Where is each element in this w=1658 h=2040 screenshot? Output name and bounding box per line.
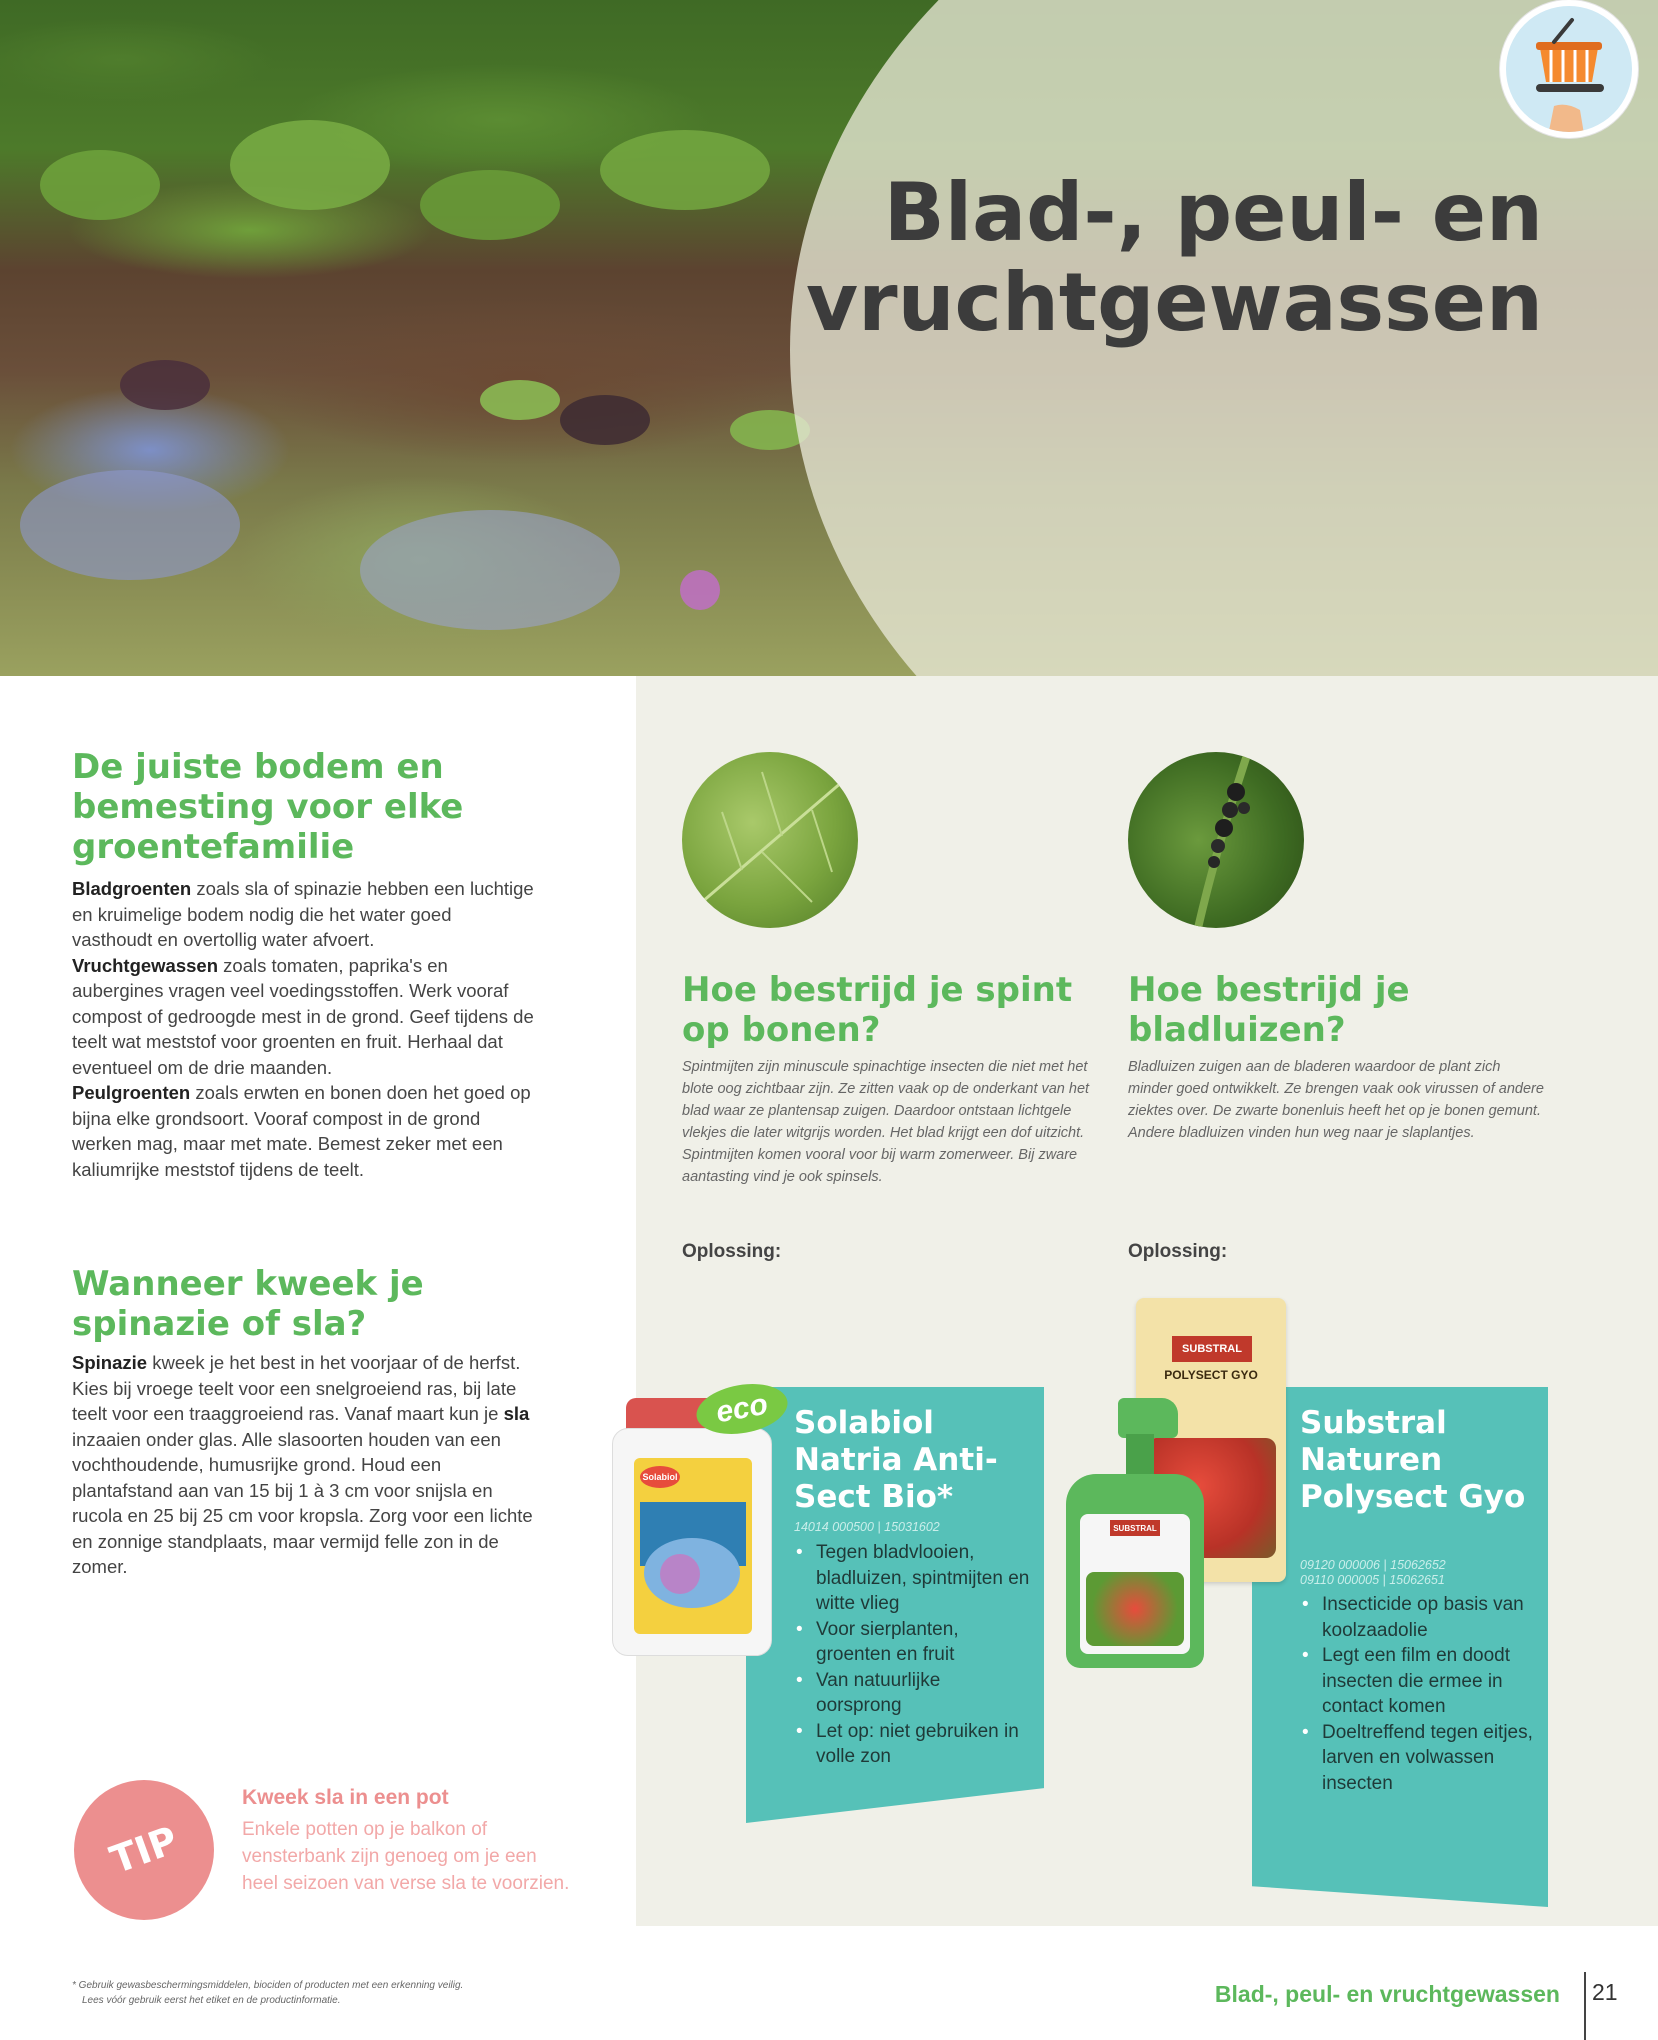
footer-divider bbox=[1584, 1972, 1586, 2040]
eco-badge: eco bbox=[693, 1377, 792, 1440]
feature-item: • Let op: niet gebruiken in volle zon bbox=[794, 1719, 1030, 1770]
aphids-heading: Hoe bestrijd je bladluizen? bbox=[1128, 970, 1410, 1050]
substral-spray-bottle bbox=[1066, 1398, 1204, 1668]
soil-body: Bladgroenten zoals sla of spinazie hebben een luchtige en kruimelige bodem nodig die het water goed vasthoudt en overtollig water afvoert. Vruchtgewassen zoals tomaten, paprika's en aubergines vragen veel voedingsstoffen. Werk vooraf compost of gedroogde mest in de grond. Geef tijdens de teelt wat meststof voor groenten en fruit. Herhaal dat eventueel om de drie maanden. Peulgroenten zoals erwten en bonen doen het goed op bijna elke grondsoort. Vooraf compost in de grond werken mag, maar met mate. Bemest zeker met een kaliumrijke meststof tijdens de teelt. bbox=[72, 878, 534, 1180]
solabiol-logo: Solabiol bbox=[640, 1466, 680, 1488]
aphids-solution-label: Oplossing: bbox=[1128, 1241, 1228, 1262]
spinach-body: Spinazie kweek je het best in het voorjaar of de herfst. Kies bij vroege teelt voor een snelgroeiend ras, bij late teelt voor een traaggroeiend ras. Vanaf maart kun je sla inzaaien onder glas. Alle slasoorten houden van een vochthoudende, humusrijke grond. Houd een plantafstand aan van 15 bij 1 à 3 cm voor snijsla en rucola en 25 bij 25 cm voor kropsla. Zorg voor een lichte en zonnige standplaats, maar vermijd felle zon in de zomer. bbox=[72, 1352, 533, 1577]
feature-item: • Tegen bladvlooien, bladluizen, spintmijten en witte vlieg bbox=[794, 1540, 1030, 1617]
tip-badge: TIP bbox=[74, 1780, 214, 1920]
page-number: 21 bbox=[1592, 1979, 1618, 2005]
feature-item: • Van natuurlijke oorsprong bbox=[794, 1668, 1030, 1719]
solabiol-bottle bbox=[612, 1398, 770, 1654]
solabiol-title: Solabiol Natria Anti-Sect Bio* bbox=[794, 1405, 998, 1515]
footnote: * Gebruik gewasbeschermingsmiddelen, biociden of producten met een erkenning veilig. Lees vóór gebruik eerst het etiket en de productinformatie. bbox=[72, 1980, 464, 2006]
substral-features bbox=[1300, 1592, 1536, 1796]
spider-mite-text: Spintmijten zijn minuscule spinachtige insecten die niet met het blote oog zichtbaar zijn. Ze zitten vaak op de onderkant van het blad waar ze plantensap zuigen. Daardoor ontstaan lichtgele vlekjes die later witgrijs worden. Het blad krijgt een dof uitzicht. Spintmijten komen vooral voor bij warm zomerweer. Bij zware aantasting vind je ook spinsels. bbox=[682, 1059, 1090, 1185]
tip-title: Kweek sla in een pot bbox=[242, 1786, 449, 1809]
substral-box-name: POLYSECT GYO bbox=[1164, 1368, 1258, 1382]
page-title: Blad-, peul- en vruchtgewassen bbox=[805, 166, 1543, 349]
spider-mite-solution-label: Oplossing: bbox=[682, 1241, 782, 1262]
aphids-text: Bladluizen zuigen aan de bladeren waardoor de plant zich minder goed ontwikkelt. Ze brengen vaak ook virussen of andere ziektes over. De zwarte bonenluis heeft het op je bonen gemunt. Andere bladluizen vinden hun weg naar je slaplantjes. bbox=[1128, 1059, 1544, 1141]
spinach-heading: Wanneer kweek je spinazie of sla? bbox=[72, 1264, 424, 1344]
soil-heading: De juiste bodem en bemesting voor elke groentefamilie bbox=[72, 747, 464, 867]
aphids-photo bbox=[1128, 752, 1304, 928]
feature-item: • Doeltreffend tegen eitjes, larven en volwassen insecten bbox=[1300, 1720, 1536, 1797]
hero-garden-photo bbox=[0, 0, 1658, 676]
substral-code: 09120 000006 | 15062652 09110 000005 | 15062651 bbox=[1300, 1558, 1446, 1587]
footer-section-title: Blad-, peul- en vruchtgewassen bbox=[1214, 1981, 1560, 2007]
feature-item: • Voor sierplanten, groenten en fruit bbox=[794, 1617, 1030, 1668]
solabiol-features bbox=[794, 1540, 1030, 1770]
spider-mite-leaf-photo bbox=[682, 752, 858, 928]
substral-box-brand: SUBSTRAL bbox=[1172, 1336, 1252, 1362]
shopping-basket-icon bbox=[1500, 0, 1638, 138]
tip-text: Enkele potten op je balkon of vensterbank zijn genoeg om je een heel seizoen van verse sla te voorzien. bbox=[242, 1819, 570, 1894]
feature-item: • Legt een film en doodt insecten die ermee in contact komen bbox=[1300, 1643, 1536, 1720]
substral-title: Substral Naturen Polysect Gyo bbox=[1300, 1405, 1526, 1515]
feature-item: • Insecticide op basis van koolzaadolie bbox=[1300, 1592, 1536, 1643]
solabiol-code: 14014 000500 | 15031602 bbox=[794, 1520, 940, 1534]
spider-mite-heading: Hoe bestrijd je spint op bonen? bbox=[682, 970, 1073, 1050]
substral-spray-brand: SUBSTRAL bbox=[1110, 1520, 1160, 1536]
